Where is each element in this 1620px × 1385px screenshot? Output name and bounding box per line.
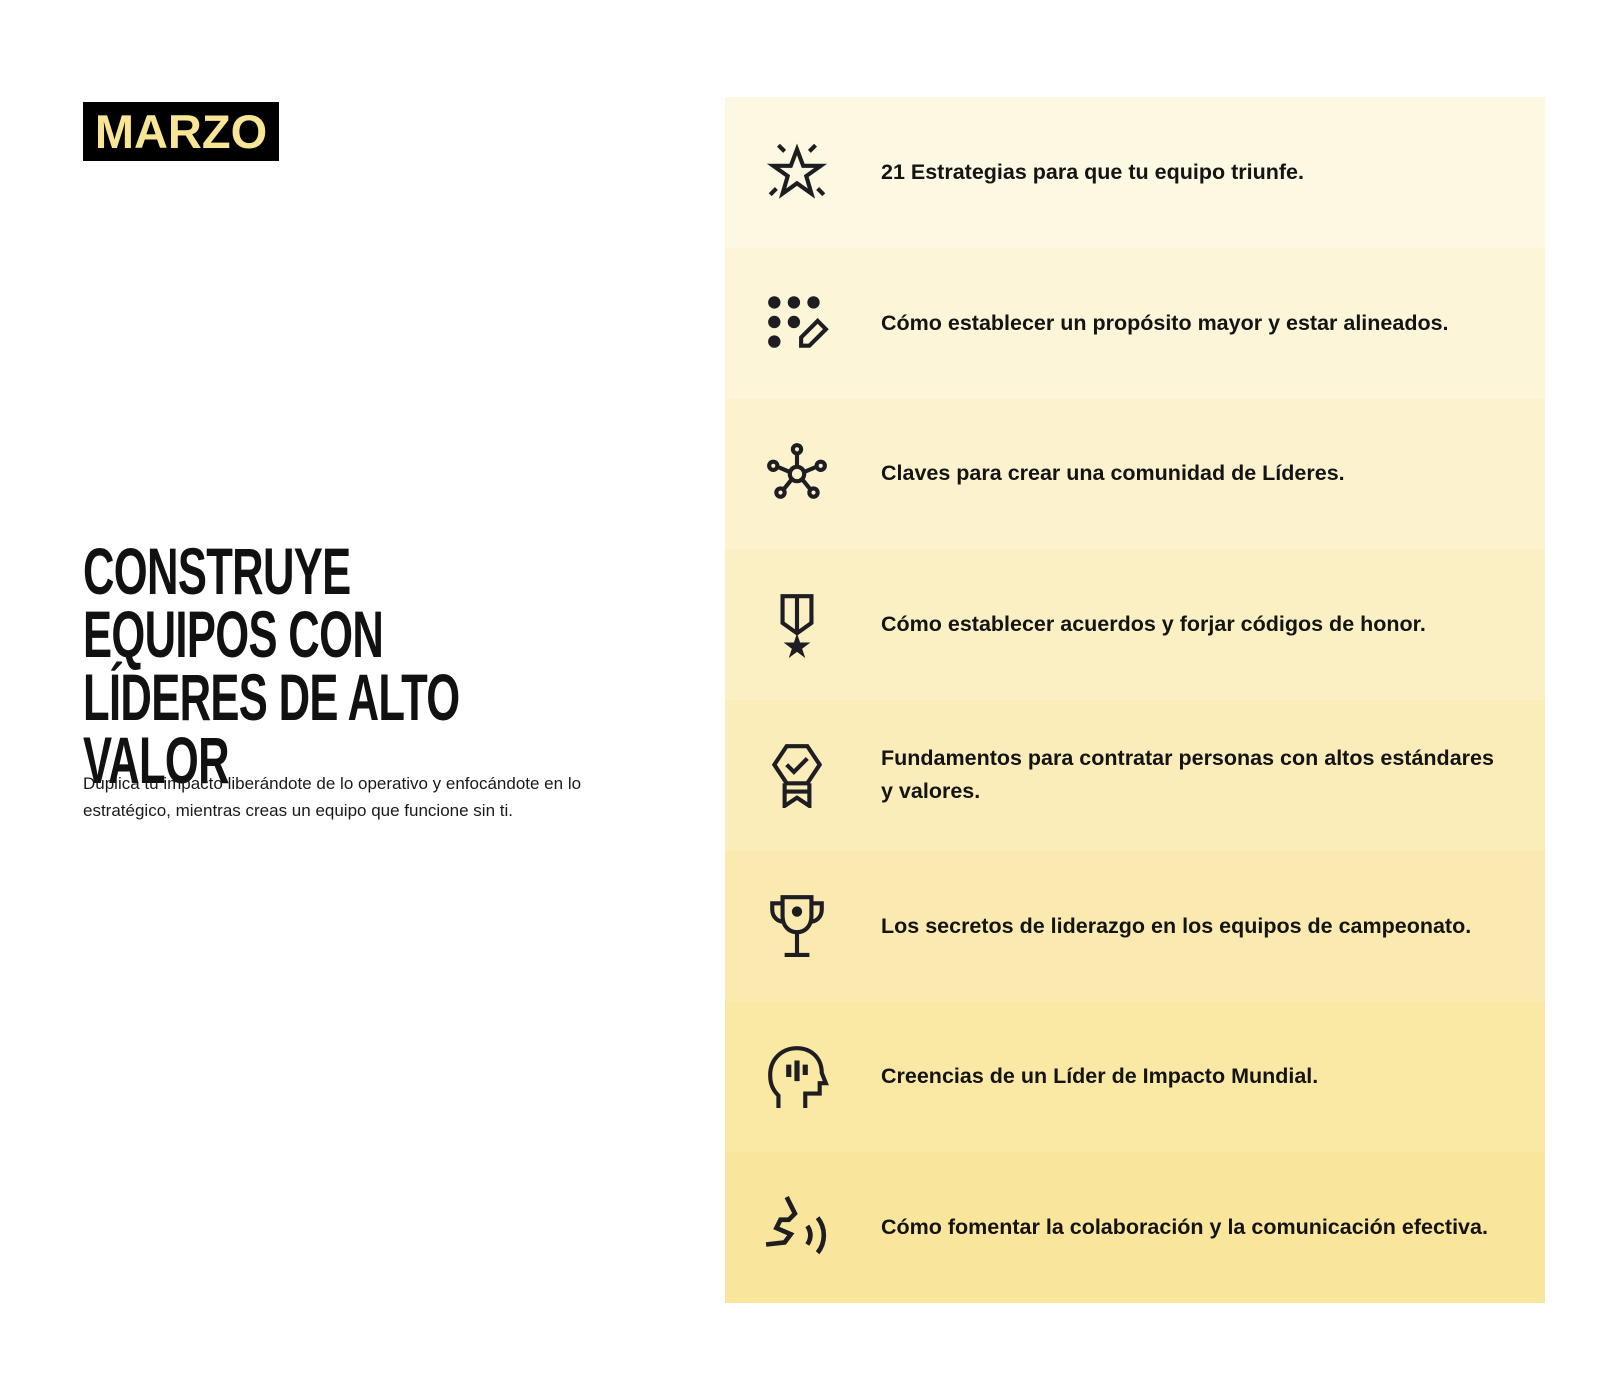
item-text: Fundamentos para contratar personas con altos estándares y valores. bbox=[881, 746, 1494, 804]
list-item bbox=[725, 1002, 1545, 1153]
item-text: Los secretos de liderazgo en los equipos de campeonato. bbox=[881, 913, 1472, 938]
head-mind-icon bbox=[761, 1044, 833, 1110]
sparkle-star-icon bbox=[761, 139, 833, 205]
list-item bbox=[725, 549, 1545, 700]
list-item bbox=[725, 851, 1545, 1002]
item-text: Claves para crear una comunidad de Líderes. bbox=[881, 461, 1345, 486]
item-text: Cómo establecer un propósito mayor y estar alineados. bbox=[881, 310, 1449, 335]
item-text: 21 Estrategias para que tu equipo triunfe. bbox=[881, 159, 1304, 184]
description: Duplica tu impacto liberándote de lo operativo y enfocándote en lo estratégico, mientras creas un equipo que funcione sin ti. bbox=[83, 774, 582, 820]
trophy-icon bbox=[761, 893, 833, 959]
item-text: Cómo fomentar la colaboración y la comunicación efectiva. bbox=[881, 1215, 1488, 1240]
dots-pencil-icon bbox=[761, 290, 833, 356]
speaking-icon bbox=[761, 1195, 833, 1261]
medal-star-icon bbox=[761, 592, 833, 658]
item-text: Cómo establecer acuerdos y forjar códigos de honor. bbox=[881, 612, 1426, 637]
list-item bbox=[725, 248, 1545, 399]
list-item bbox=[725, 399, 1545, 550]
page-title: CONSTRUYE EQUIPOS CON LÍDERES DE ALTO VALOR bbox=[83, 534, 460, 797]
badge-check-icon bbox=[761, 742, 833, 808]
list-item bbox=[725, 1152, 1545, 1303]
topics-panel bbox=[725, 97, 1545, 1303]
month-badge: MARZO bbox=[83, 102, 279, 161]
network-icon bbox=[761, 441, 833, 507]
list-item bbox=[725, 700, 1545, 851]
item-text: Creencias de un Líder de Impacto Mundial. bbox=[881, 1064, 1319, 1089]
list-item bbox=[725, 97, 1545, 248]
